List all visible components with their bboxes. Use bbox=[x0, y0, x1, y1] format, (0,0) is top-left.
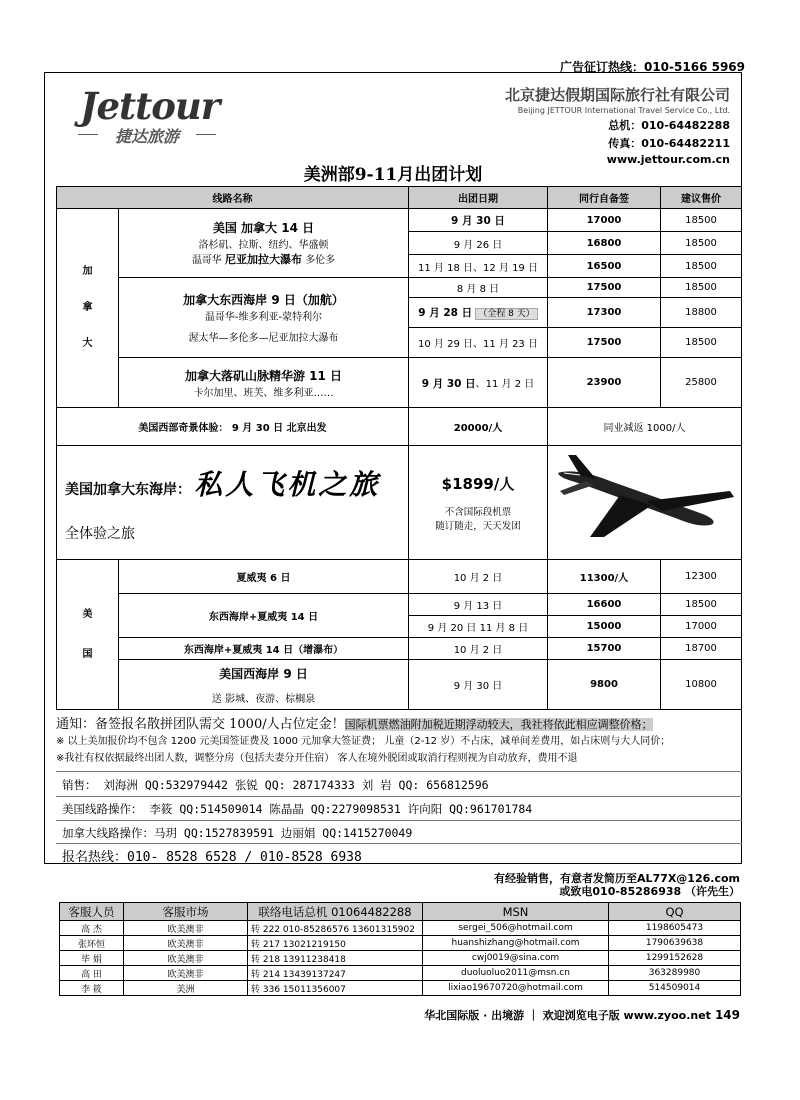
contact-canada-ops: 加拿大线路操作：马玥 QQ:1527839591 边丽娟 QQ:1415270049 bbox=[62, 826, 413, 840]
suggested-cell: 18700 bbox=[661, 638, 742, 660]
route-cell: 东西海岸+夏威夷 14 日 bbox=[119, 594, 409, 638]
divider bbox=[56, 843, 742, 844]
promo-title: 美国加拿大东海岸： bbox=[65, 481, 191, 498]
promo-note-1: 不含国际段机票 bbox=[444, 507, 512, 518]
contact-sales: 销售： 刘海洲 QQ:532979442 张锐 QQ: 287174333 刘 岩 QQ: 656812596 bbox=[62, 778, 489, 792]
table-row bbox=[57, 358, 742, 408]
staff-header-market: 客服市场 bbox=[124, 903, 248, 921]
price-cell: 15000 bbox=[548, 616, 661, 638]
page-title: 美洲部9-11月出团计划 bbox=[303, 165, 483, 185]
table-row bbox=[57, 209, 742, 232]
promo-cell bbox=[57, 446, 409, 560]
ad-hotline: 广告征订热线：010-5166 5969 bbox=[559, 60, 745, 74]
route-cell: 美国西海岸 9 日 送 影城、夜游、棕榈泉 bbox=[119, 660, 409, 710]
suggested-cell: 18500 bbox=[661, 232, 742, 255]
company-name-en: Beijing JETTOUR International Travel Service Co., Ltd. bbox=[517, 106, 730, 115]
airplane-icon bbox=[550, 451, 740, 551]
date-cell: 9 月 30 日 bbox=[409, 660, 548, 710]
date-cell: 9 月 30 日、11 月 2 日 bbox=[409, 358, 548, 408]
route-cell: 美国 加拿大 14 日 洛杉矶、拉斯、纽约、华盛顿 温哥华 尼亚加拉大瀑布 多伦多 bbox=[119, 209, 409, 278]
suggested-cell: 18500 bbox=[661, 209, 742, 232]
west-note: 同业减返 1000/人 bbox=[548, 408, 742, 446]
suggested-cell: 18500 bbox=[661, 255, 742, 278]
company-web: www.jettour.com.cn bbox=[606, 153, 730, 166]
promo-script: 私人飞机之旅 bbox=[194, 467, 381, 501]
staff-header-phone: 联络电话总机 01064482288 bbox=[248, 903, 423, 921]
brand-logo: Jettour bbox=[80, 84, 220, 128]
date-cell: 9 月 30 日 bbox=[409, 209, 548, 232]
table-row: 毕 娟 欧美澳非 转 218 13911238418 cwj0019@sina.com 1299152628 bbox=[60, 951, 741, 966]
table-row: 张环恒 欧美澳非 转 217 13021219150 huanshizhang@hotmail.com 1790639638 bbox=[60, 936, 741, 951]
table-row: 高 杰 欧美澳非 转 222 010-85286576 13601315902 sergei_506@hotmail.com 1198605473 bbox=[60, 921, 741, 936]
divider bbox=[56, 820, 742, 821]
header-route: 线路名称 bbox=[57, 187, 409, 209]
notice-line: 通知：备签报名散拼团队需交 1000/人占位定金！国际机票燃油附加税近期浮动较大，我社将依此相应调整价格； bbox=[56, 717, 653, 732]
price-cell: 15700 bbox=[548, 638, 661, 660]
table-row bbox=[57, 638, 742, 660]
table-row bbox=[57, 594, 742, 616]
table-row: 高 田 欧美澳非 转 214 13439137247 duoluoluo2011@msn.cn 363289980 bbox=[60, 966, 741, 981]
west-price: 20000/人 bbox=[409, 408, 548, 446]
table-row bbox=[57, 408, 742, 446]
note-line-3: ※我社有权依据最终出团人数，调整分房（包括夫妻分开住宿） 客人在境外脱团或取消行程则视为自动放弃，费用不退 bbox=[56, 753, 578, 764]
notes bbox=[56, 716, 742, 767]
promo-price: $1899/人 bbox=[441, 475, 515, 493]
route-cell: 加拿大东西海岸 9 日（加航） 温哥华-维多利亚-蒙特利尔 渥太华—多伦多—尼亚加拉大瀑布 bbox=[119, 278, 409, 358]
footer-text: 华北国际版 · 出境游 ｜ 欢迎浏览电子版 www.zyoo.net bbox=[424, 1009, 711, 1022]
tour-plan-table bbox=[56, 186, 742, 710]
note-line-2: ※ 以上美加报价均不包含 1200 元美国签证费及 1000 元加拿大签证费； 儿童（2-12 岁）不占床，减单间差费用，如占床则与大人同价； bbox=[56, 736, 671, 747]
price-cell: 9800 bbox=[548, 660, 661, 710]
date-cell: 9 月 13 日 bbox=[409, 594, 548, 616]
price-cell: 17300 bbox=[548, 298, 661, 328]
price-cell: 16500 bbox=[548, 255, 661, 278]
divider bbox=[56, 796, 742, 797]
date-cell: 10 月 2 日 bbox=[409, 560, 548, 594]
promo-price-cell bbox=[409, 446, 548, 560]
route-cell: 东西海岸+夏威夷 14 日（增瀑布） bbox=[119, 638, 409, 660]
table-row bbox=[57, 278, 742, 298]
brand-logo-sub: 捷达旅游 bbox=[78, 124, 216, 147]
duration-tag: （全程 8 天） bbox=[475, 308, 537, 320]
date-cell: 9 月 26 日 bbox=[409, 232, 548, 255]
region-canada: 加拿大 bbox=[57, 209, 119, 408]
airplane-image-cell bbox=[548, 446, 742, 560]
company-fax: 传真：010-64482211 bbox=[608, 137, 730, 150]
fuel-surcharge-notice: 国际机票燃油附加税近期浮动较大，我社将依此相应调整价格； bbox=[344, 718, 653, 731]
date-cell: 9 月 28 日 （全程 8 天） bbox=[409, 298, 548, 328]
date-cell: 10 月 2 日 bbox=[409, 638, 548, 660]
route-cell: 加拿大落矶山脉精华游 11 日 卡尔加里、班芙、维多利亚…… bbox=[119, 358, 409, 408]
suggested-cell: 25800 bbox=[661, 358, 742, 408]
company-phone: 总机：010-64482288 bbox=[608, 119, 730, 132]
price-cell: 11300/人 bbox=[548, 560, 661, 594]
page-number: 149 bbox=[714, 1008, 740, 1022]
price-cell: 17000 bbox=[548, 209, 661, 232]
date-cell: 9 月 20 日 11 月 8 日 bbox=[409, 616, 548, 638]
header-date: 出团日期 bbox=[409, 187, 548, 209]
suggested-cell: 18500 bbox=[661, 594, 742, 616]
staff-header-name: 客服人员 bbox=[60, 903, 124, 921]
suggested-cell: 12300 bbox=[661, 560, 742, 594]
promo-note-2: 随订随走，天天发团 bbox=[435, 521, 521, 532]
table-row: 李 筱 美洲 转 336 15011356007 lixiao19670720@hotmail.com 514509014 bbox=[60, 981, 741, 996]
recruit-notice: 有经验销售，有意者发简历至AL77X@126.com 或致电010-85286938 （许先生） bbox=[494, 872, 740, 898]
suggested-cell: 18500 bbox=[661, 278, 742, 298]
suggested-cell: 18800 bbox=[661, 298, 742, 328]
company-info bbox=[470, 84, 730, 166]
route-cell: 夏威夷 6 日 bbox=[119, 560, 409, 594]
contact-hotline: 报名热线：010- 8528 6528 / 010-8528 6938 bbox=[62, 850, 362, 865]
footer bbox=[380, 1007, 740, 1023]
price-cell: 17500 bbox=[548, 328, 661, 358]
suggested-cell: 10800 bbox=[661, 660, 742, 710]
price-cell: 16600 bbox=[548, 594, 661, 616]
region-usa: 美国 bbox=[57, 560, 119, 710]
company-name-zh: 北京捷达假期国际旅行社有限公司 bbox=[504, 86, 730, 104]
contact-usa-ops: 美国线路操作： 李筱 QQ:514509014 陈晶晶 QQ:2279098531 许向阳 QQ:961701784 bbox=[62, 802, 533, 816]
date-cell: 10 月 29 日、11 月 23 日 bbox=[409, 328, 548, 358]
suggested-cell: 17000 bbox=[661, 616, 742, 638]
header-price: 同行自备签 bbox=[548, 187, 661, 209]
staff-table bbox=[59, 902, 741, 996]
staff-header-msn: MSN bbox=[423, 903, 609, 921]
price-cell: 23900 bbox=[548, 358, 661, 408]
suggested-cell: 18500 bbox=[661, 328, 742, 358]
header-suggested: 建议售价 bbox=[661, 187, 742, 209]
date-cell: 11 月 18 日、12 月 19 日 bbox=[409, 255, 548, 278]
west-route: 美国西部奇景体验： 9 月 30 日 北京出发 bbox=[57, 408, 409, 446]
table-row bbox=[57, 446, 742, 560]
promo-sub: 全体验之旅 bbox=[65, 525, 135, 542]
staff-header-row bbox=[60, 903, 741, 921]
price-cell: 17500 bbox=[548, 278, 661, 298]
table-row bbox=[57, 560, 742, 594]
table-row bbox=[57, 660, 742, 710]
date-cell: 8 月 8 日 bbox=[409, 278, 548, 298]
staff-header-qq: QQ bbox=[609, 903, 741, 921]
divider bbox=[56, 771, 742, 772]
table-header-row bbox=[57, 187, 742, 209]
price-cell: 16800 bbox=[548, 232, 661, 255]
